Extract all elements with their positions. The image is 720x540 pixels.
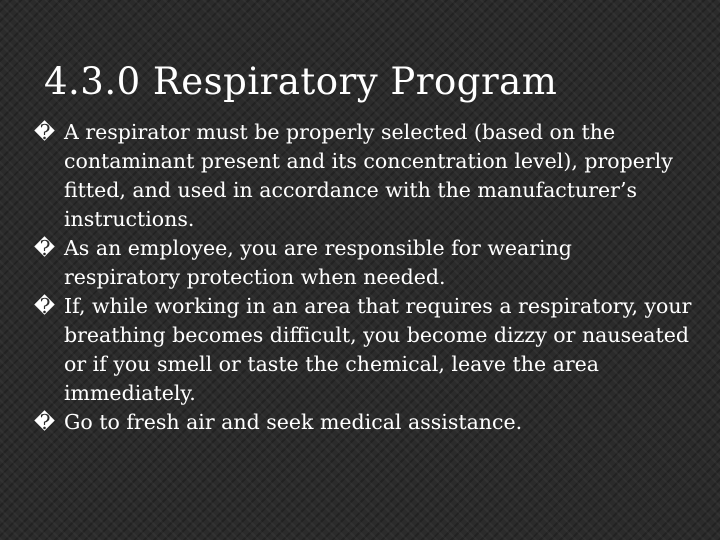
bullet-item bbox=[34, 118, 694, 234]
bullet-list bbox=[34, 118, 694, 437]
bullet-item bbox=[34, 234, 694, 292]
bullet-item bbox=[34, 408, 694, 437]
bullet-text: A respirator must be properly selected (based on the contaminant present and its concentration level), properly fitted, and used in accordance with the manufacturer’s instructions. bbox=[64, 120, 673, 231]
bullet-item bbox=[34, 292, 694, 408]
bullet-text: Go to fresh air and seek medical assistance. bbox=[64, 410, 523, 434]
bullet-text: If, while working in an area that requires a respiratory, your breathing becomes difficult, you become dizzy or nauseated or if you smell or taste the chemical, leave the area immediately. bbox=[64, 294, 692, 405]
bullet-icon: � bbox=[34, 120, 56, 144]
bullet-icon: � bbox=[34, 236, 56, 260]
bullet-text: As an employee, you are responsible for wearing respiratory protection when needed. bbox=[64, 236, 572, 289]
bullet-icon: � bbox=[34, 410, 56, 434]
slide-title: 4.3.0 Respiratory Program bbox=[44, 60, 558, 103]
bullet-icon: � bbox=[34, 294, 56, 318]
